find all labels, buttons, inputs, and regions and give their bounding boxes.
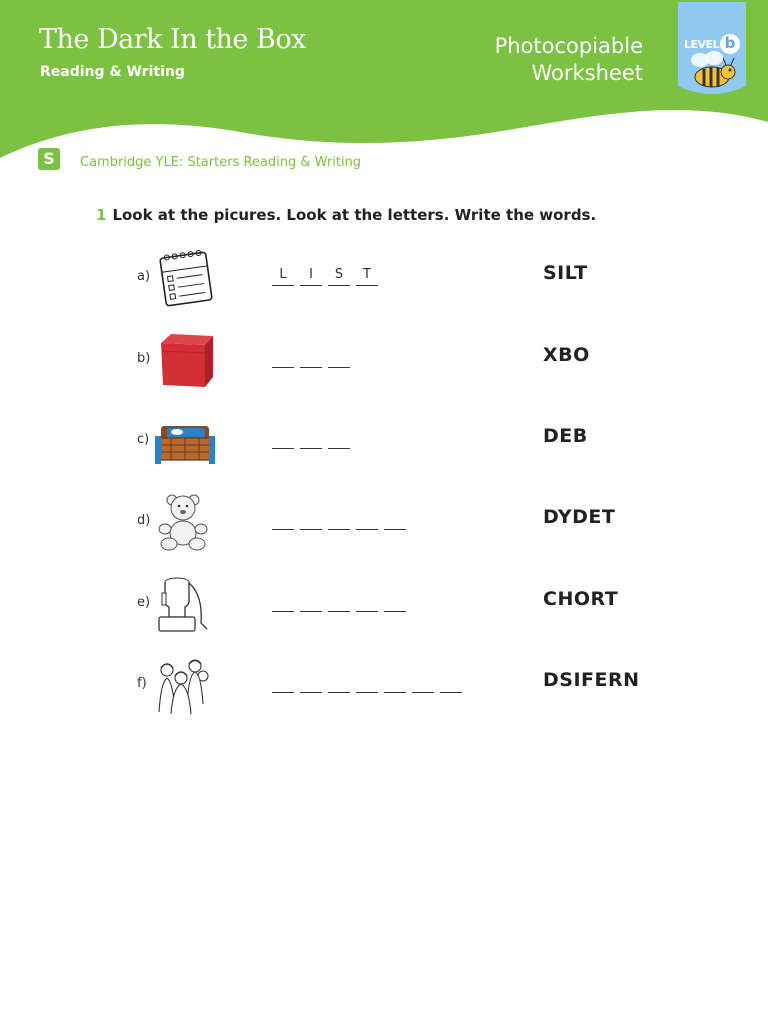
answer-blank[interactable] — [384, 509, 406, 530]
exercise-item-d — [0, 491, 768, 561]
answer-blank[interactable] — [412, 672, 434, 693]
exercise-item-f — [0, 654, 768, 724]
photocopiable-label — [495, 33, 643, 87]
answer-blanks[interactable] — [272, 265, 384, 289]
teddy-bear-icon — [153, 491, 215, 553]
answer-blank[interactable] — [300, 428, 322, 449]
answer-blanks[interactable] — [272, 347, 356, 371]
exercise-item-c — [0, 410, 768, 480]
item-label: d) — [137, 513, 151, 528]
answer-blank[interactable] — [300, 347, 322, 368]
exercise-item-b — [0, 329, 768, 399]
answer-blank[interactable] — [356, 591, 378, 612]
answer-blank[interactable] — [300, 591, 322, 612]
scrambled-word: DSIFERN — [543, 669, 640, 691]
friends-icon — [153, 654, 215, 716]
red-box-icon — [153, 329, 215, 391]
level-label: LEVEL — [684, 38, 720, 51]
worksheet-line: Worksheet — [531, 61, 643, 85]
section-label: Cambridge YLE: Starters Reading & Writing — [80, 155, 362, 170]
scrambled-word: DEB — [543, 425, 588, 447]
worksheet-title: The Dark In the Box — [39, 24, 306, 55]
answer-blank[interactable] — [272, 509, 294, 530]
torch-icon — [153, 573, 215, 635]
calendar-icon — [153, 247, 215, 309]
answer-blank[interactable] — [328, 509, 350, 530]
photocopiable-line: Photocopiable — [494, 34, 643, 58]
answer-blank[interactable] — [440, 672, 462, 693]
item-label: a) — [137, 269, 151, 284]
exercise-item-e — [0, 573, 768, 643]
answer-blank[interactable] — [300, 509, 322, 530]
header-banner — [0, 0, 768, 175]
answer-blank[interactable] — [356, 672, 378, 693]
answer-blank[interactable] — [272, 672, 294, 693]
answer-blanks[interactable] — [272, 591, 412, 615]
answer-blank[interactable] — [328, 347, 350, 368]
answer-blank[interactable] — [272, 428, 294, 449]
exercise-instruction — [96, 206, 596, 224]
scrambled-word: DYDET — [543, 506, 616, 528]
answer-blank[interactable] — [272, 591, 294, 612]
answer-blank[interactable] — [328, 672, 350, 693]
answer-blank[interactable] — [384, 591, 406, 612]
answer-blanks[interactable] — [272, 509, 412, 533]
item-label: e) — [137, 595, 151, 610]
level-letter: b — [720, 34, 740, 54]
item-label: f) — [137, 676, 147, 691]
answer-letter[interactable]: I — [300, 265, 322, 286]
item-label: c) — [137, 432, 150, 447]
scrambled-word: SILT — [543, 262, 588, 284]
answer-letter[interactable]: L — [272, 265, 294, 286]
worksheet-subtitle: Reading & Writing — [40, 64, 185, 80]
answer-letter[interactable]: S — [328, 265, 350, 286]
instruction-text: Look at the picures. Look at the letters. Write the words. — [112, 206, 597, 224]
scrambled-word: CHORT — [543, 588, 619, 610]
answer-blank[interactable] — [300, 672, 322, 693]
starters-badge: S — [38, 148, 60, 170]
exercise-number: 1 — [96, 206, 107, 224]
scrambled-word: XBO — [543, 344, 590, 366]
exercise-item-a — [0, 247, 768, 317]
answer-blanks[interactable] — [272, 672, 468, 696]
answer-blank[interactable] — [328, 428, 350, 449]
bed-icon — [153, 410, 215, 472]
item-label: b) — [137, 351, 151, 366]
answer-blank[interactable] — [356, 509, 378, 530]
answer-blanks[interactable] — [272, 428, 356, 452]
answer-letter[interactable]: T — [356, 265, 378, 286]
level-badge — [678, 2, 746, 97]
answer-blank[interactable] — [328, 591, 350, 612]
answer-blank[interactable] — [384, 672, 406, 693]
answer-blank[interactable] — [272, 347, 294, 368]
